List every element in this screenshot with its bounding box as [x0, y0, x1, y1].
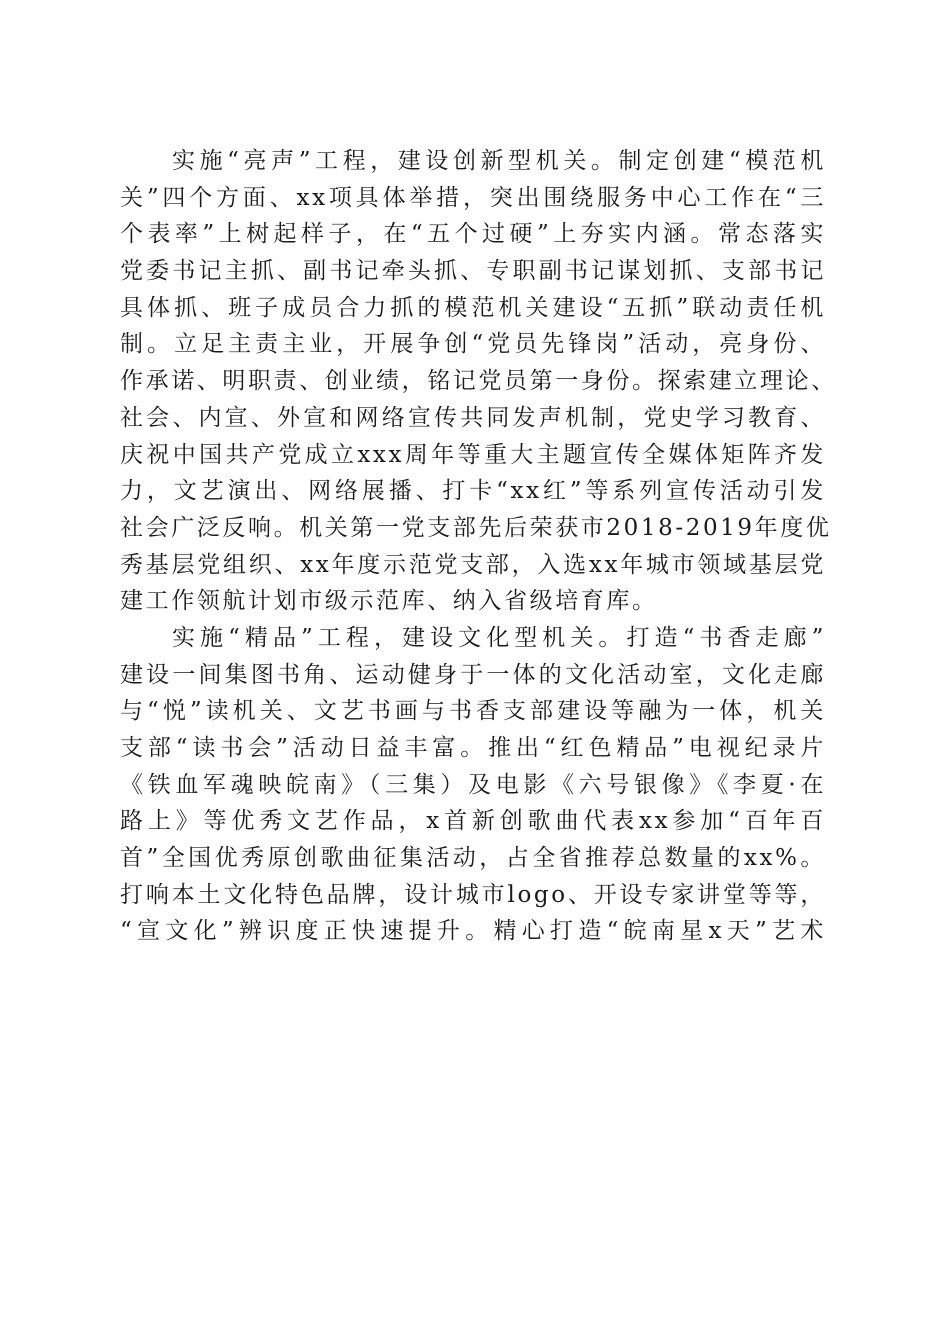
document-body [120, 143, 837, 950]
text-line: 实施“亮声”工程，建设创新型机关。制定创建“模范机 [172, 148, 826, 174]
text-line: 制。立足主责主业，开展争创“党员先锋岗”活动，亮身份、 [120, 331, 826, 358]
text-line: 首”全国优秀原创歌曲征集活动，占全省推荐总数量的xx%。 [120, 845, 826, 872]
paragraph-cultural-agency [120, 620, 826, 950]
text-line: 实施“精品”工程，建设文化型机关。打造“书香走廊” [172, 624, 826, 651]
text-line: 路上》等优秀文艺作品，x首新创歌曲代表xx参加“百年百 [120, 808, 826, 835]
text-line: 《铁血军魂映皖南》（三集）及电影《六号银像》《李夏·在 [120, 771, 826, 798]
text-line: 具体抓、班子成员合力抓的模范机关建设“五抓”联动责任机 [120, 294, 826, 321]
text-line: 庆祝中国共产党成立xxx周年等重大主题宣传全媒体矩阵齐发 [120, 441, 826, 468]
text-line: 关”四个方面、xx项具体举措，突出围绕服务中心工作在“三 [120, 184, 826, 211]
text-line: 作承诺、明职责、创业绩，铭记党员第一身份。探索建立理论、 [120, 368, 837, 395]
text-line: 建设一间集图书角、运动健身于一体的文化活动室，文化走廊 [120, 661, 826, 688]
text-line: 与“悦”读机关、文艺书画与书香支部建设等融为一体，机关 [120, 698, 826, 725]
text-line: 个表率”上树起样子，在“五个过硬”上夯实内涵。常态落实 [120, 221, 826, 248]
text-line: “宣文化”辨识度正快速提升。精心打造“皖南星x天”艺术 [120, 918, 826, 945]
text-line: 建工作领航计划市级示范库、纳入省级培育库。 [120, 588, 658, 615]
text-line: 党委书记主抓、副书记牵头抓、专职副书记谋划抓、支部书记 [120, 258, 826, 285]
text-line: 力，文艺演出、网络展播、打卡“xx红”等系列宣传活动引发 [120, 478, 826, 505]
text-line: 社会、内宣、外宣和网络宣传共同发声机制，党史学习教育、 [120, 404, 826, 431]
paragraph-model-agency [120, 143, 837, 620]
text-line: 社会广泛反响。机关第一党支部先后荣获市2018-2019年度优 [120, 514, 832, 541]
text-line: 打响本土文化特色品牌，设计城市logo、开设专家讲堂等等， [120, 881, 826, 908]
text-line: 秀基层党组织、xx年度示范党支部，入选xx年城市领域基层党 [120, 551, 826, 578]
text-line: 支部“读书会”活动日益丰富。推出“红色精品”电视纪录片 [120, 735, 826, 761]
